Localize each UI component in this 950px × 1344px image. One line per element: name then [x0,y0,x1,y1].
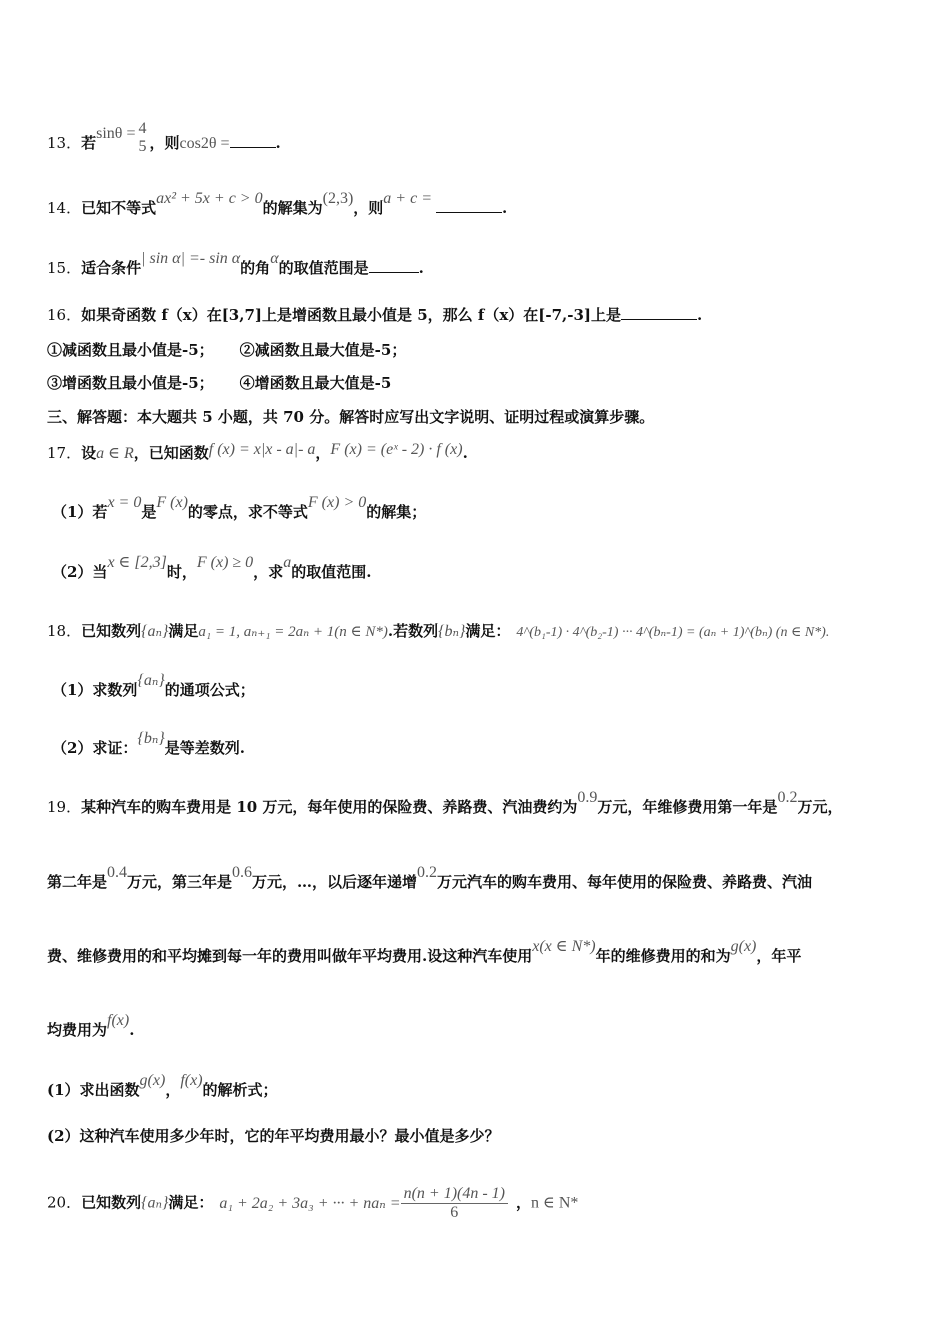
math-value: 0.4 [107,864,128,881]
text: 已知数列 [81,1193,142,1212]
question-number: 17． [47,444,82,462]
math-n-in-N: n ∈ N* [531,1194,579,1212]
question-number: 19． [47,798,82,816]
text: 满足： [168,1193,214,1212]
text: 均费用为 [47,1021,108,1039]
math-f-x: f(x) [180,1072,203,1089]
question-18 [47,621,829,643]
answer-blank[interactable] [436,212,502,213]
math-recurrence: a₁ = 1, aₙ₊₁ = 2aₙ + 1(n ∈ N*) [198,624,388,640]
math-sequence-b: {bₙ} [438,623,466,640]
math-sequence-a: {aₙ} [141,1194,169,1212]
fraction-4-5 [135,120,149,156]
option-1: ①减函数且最小值是-5； [47,341,214,359]
math-cos-2theta: cos2θ = [179,135,230,152]
denominator: 6 [450,1204,459,1221]
math-inequality: ax² + 5x + c > 0 [156,190,263,207]
text: （1）求数列 [52,681,138,699]
text: 的解集； [366,503,427,521]
text: 某种汽车的购车费用是 10 万元，每年使用的保险费、养路费、汽油费约为 [81,798,578,816]
question-16 [47,305,702,325]
text: 的通项公式； [164,681,255,699]
option-4: ④增函数且最大值是-5 [239,374,392,392]
question-17-part-2 [52,554,372,583]
question-number: 18． [47,622,82,640]
text: 设 [81,444,97,462]
text: . [129,1021,135,1039]
text: . [502,199,508,217]
text: （2）当 [52,563,108,581]
text: 的零点，求不等式 [187,503,308,521]
question-19-line-2 [47,864,813,893]
math-relation: 4^(b₁-1) · 4^(b₂-1) ··· 4^(bₙ-1) = (aₙ + 1)^(bₙ) (n ∈ N*). [516,625,830,640]
question-19-part-1 [47,1072,278,1101]
math-function-F: F (x) = (eˣ - 2) · f (x) [330,441,463,458]
fraction-sum-formula [401,1185,508,1222]
text: . [697,306,703,324]
question-13 [47,120,281,162]
text: 已知不等式 [81,199,157,217]
question-19-line-1 [47,789,843,818]
option-3: ③增函数且最小值是-5； [47,374,214,392]
text: 万元，第三年是 [127,873,233,891]
text: 第二年是 [47,873,108,891]
math-a: a [283,554,292,571]
text: 已知数列 [81,622,142,640]
text: ，年平 [756,947,802,965]
math-x-eq-0: x = 0 [107,494,142,511]
text: 的解析式； [202,1081,278,1099]
answer-blank[interactable] [621,319,697,320]
text: .若数列 [387,622,439,640]
text: 是等差数列. [164,739,245,757]
math-sin-theta: sinθ = [96,125,136,142]
text: . [418,259,424,277]
math-F-x-gt-0: F (x) > 0 [307,494,367,511]
question-text: 如果奇函数 f（x）在[3,7]上是增函数且最小值是 5，那么 f（x）在[-7,-3]上是 [81,306,622,324]
question-15 [47,250,424,279]
question-number: 16． [47,306,82,324]
denominator: 5 [138,138,147,155]
math-g-x: g(x) [139,1072,166,1089]
text: 的取值范围是 [278,259,369,277]
text: 万元，…，以后逐年递增 [252,873,418,891]
section-heading: 三、解答题：本大题共 5 小题，共 70 分。解答时应写出文字说明、证明过程或演算步骤。 [47,408,655,426]
question-16-options-row-1 [47,340,406,360]
text: 费、维修费用的和平均摊到每一年的费用叫做年平均费用.设这种汽车使用 [47,947,533,965]
math-F-x: F (x) [156,494,188,511]
math-sequence-a: {aₙ} [141,623,169,640]
text: (1）求出函数 [47,1081,140,1099]
option-2: ②减函数且最大值是-5； [239,341,407,359]
question-18-part-1 [52,672,255,701]
math-condition: | sin α| =- sin α [141,250,241,267]
math-a-plus-c: a + c = [383,190,432,207]
math-value: 0.2 [777,789,798,806]
text: ，已知函数 [133,444,209,462]
text: ，求 [253,563,284,581]
math-solution-set: (2,3) [322,190,354,207]
math-value: 0.2 [417,864,438,881]
math-x-in-interval: x ∈ [2,3] [107,554,167,571]
math-a-in-R: a ∈ R [96,445,134,462]
text: （1）若 [52,503,108,521]
math-x: x(x ∈ N*) [532,938,596,955]
text: 时， [166,563,197,581]
text: 万元，年维修费用第一年是 [597,798,778,816]
numerator: n(n + 1)(4n - 1) [401,1185,508,1204]
question-17 [47,443,468,464]
math-F-x-ge-0: F (x) ≥ 0 [196,554,254,571]
question-19-line-3 [47,938,802,967]
math-value: 0.6 [232,864,253,881]
question-number: 13． [47,134,82,152]
text: 年的维修费用的和为 [595,947,731,965]
question-18-part-2 [52,730,245,759]
text: . [462,444,468,462]
question-16-options-row-2 [47,373,391,393]
text: 适合条件 [81,259,142,277]
answer-blank[interactable] [369,272,419,273]
text: ，则 [353,199,384,217]
math-weighted-sum: a₁ + 2a₂ + 3a₃ + ··· + naₙ = [219,1194,401,1212]
text: 的角 [240,259,271,277]
math-sequence-a: {aₙ} [137,672,165,689]
text: 万元， [797,798,843,816]
question-number: 14． [47,199,82,217]
question-number: 15． [47,259,82,277]
text: 满足 [168,622,199,640]
math-sequence-b: {bₙ} [137,730,165,747]
math-value: 0.9 [577,789,598,806]
text: ， [315,444,331,462]
text: . [275,134,281,152]
question-number: 20． [47,1193,82,1212]
text: ， [165,1081,181,1099]
text: （2）求证： [52,739,138,757]
math-function-f: f (x) = x|x - a|- a [208,441,316,458]
numerator: 4 [138,120,147,137]
text: ， [516,1193,532,1212]
question-20 [47,1185,578,1222]
math-f-x: f(x) [107,1012,130,1029]
text: 的解集为 [262,199,323,217]
question-19-part-2: (2）这种汽车使用多少年时，它的年平均费用最小？最小值是多少？ [47,1127,500,1145]
question-17-part-1 [52,494,427,523]
text: ，则 [149,134,180,152]
math-g-x: g(x) [730,938,757,955]
question-14 [47,190,508,219]
text: 满足： [465,622,511,640]
question-19-line-4 [47,1012,135,1041]
text: 是 [141,503,157,521]
text: 的取值范围. [291,563,372,581]
answer-blank[interactable] [230,147,276,148]
text: 万元汽车的购车费用、每年使用的保险费、养路费、汽油 [437,873,813,891]
text: 若 [81,134,97,152]
math-alpha: α [270,250,279,267]
